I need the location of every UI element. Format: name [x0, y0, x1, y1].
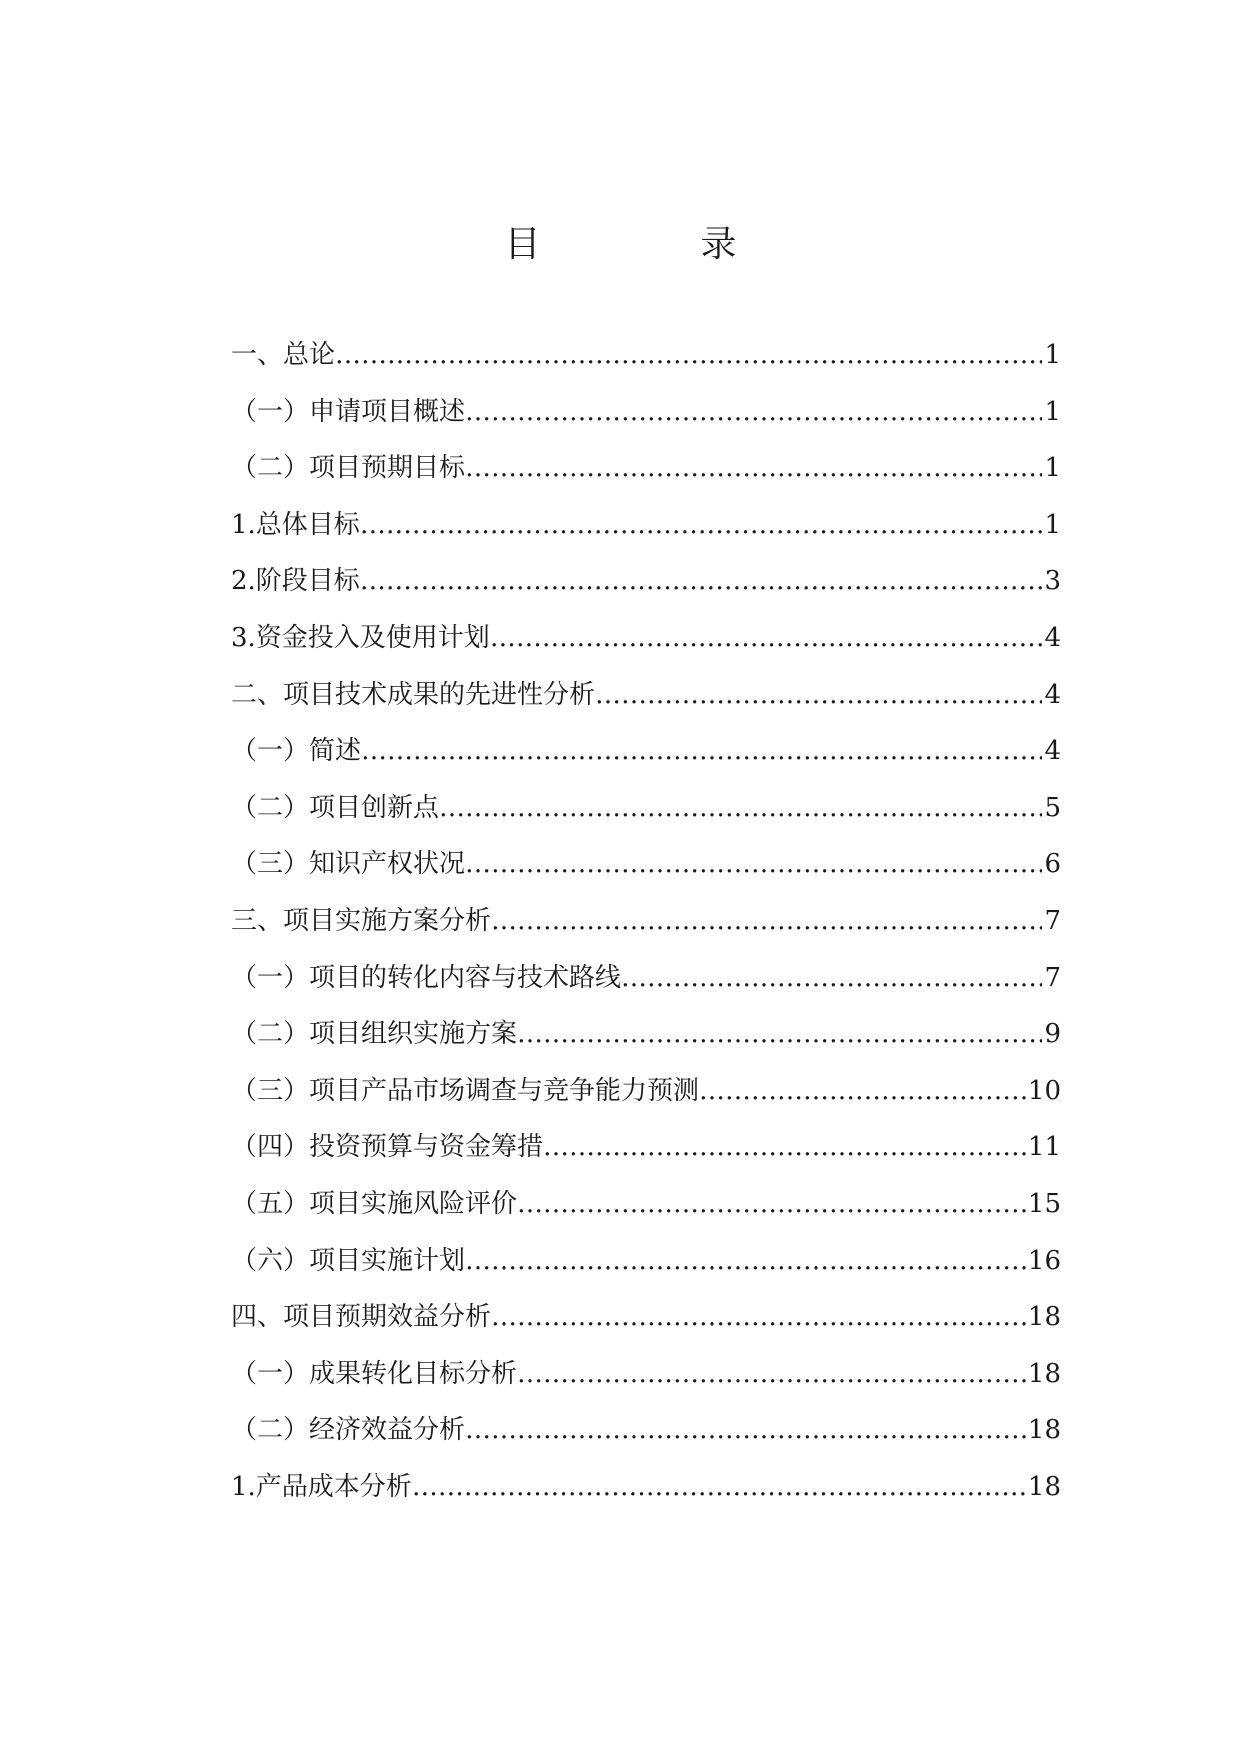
toc-entry-page: 6 — [1044, 849, 1061, 880]
toc-entry[interactable] — [231, 1402, 1061, 1459]
toc-entry-page: 18 — [1027, 1302, 1061, 1333]
toc-dot-leader — [465, 1233, 1026, 1290]
toc-dot-leader — [439, 780, 1042, 837]
page-title: 目 录 — [504, 224, 799, 265]
toc-dot-leader — [595, 667, 1042, 724]
toc-entry[interactable] — [231, 1176, 1061, 1233]
toc-entry-page: 4 — [1044, 622, 1061, 653]
toc-entry-page: 3 — [1044, 566, 1061, 597]
toc-dot-leader — [465, 836, 1042, 893]
toc-entry[interactable] — [231, 610, 1061, 667]
toc-dot-leader — [621, 950, 1042, 1007]
toc-dot-leader — [491, 1289, 1026, 1346]
toc-entry[interactable] — [231, 1459, 1061, 1516]
toc-dot-leader — [465, 384, 1042, 441]
toc-entry[interactable] — [231, 1119, 1061, 1176]
toc-entry-page: 18 — [1027, 1471, 1061, 1502]
toc-entry[interactable] — [231, 497, 1061, 554]
toc-entry-label: （一）简述 — [231, 736, 362, 767]
toc-entry-page: 7 — [1044, 962, 1061, 993]
toc-entry-label: （二）经济效益分析 — [231, 1415, 466, 1446]
toc-entry-label: 二、项目技术成果的先进性分析 — [231, 679, 596, 710]
table-of-contents — [231, 327, 1061, 1515]
toc-dot-leader — [699, 1063, 1026, 1120]
toc-dot-leader — [335, 327, 1042, 384]
toc-entry-page: 9 — [1044, 1019, 1061, 1050]
toc-entry-label: （一）项目的转化内容与技术路线 — [231, 962, 622, 993]
toc-entry[interactable] — [231, 1233, 1061, 1290]
toc-entry[interactable] — [231, 440, 1061, 497]
toc-entry[interactable] — [231, 553, 1061, 610]
toc-entry-label: 3.资金投入及使用计划 — [231, 622, 490, 653]
toc-entry-label: （二）项目预期目标 — [231, 453, 466, 484]
toc-entry-page: 1 — [1044, 509, 1061, 540]
toc-dot-leader — [490, 610, 1043, 667]
toc-entry-label: （一）申请项目概述 — [231, 396, 466, 427]
toc-entry-page: 16 — [1027, 1245, 1061, 1276]
toc-entry-label: （二）项目创新点 — [231, 792, 440, 823]
toc-entry-page: 5 — [1044, 792, 1061, 823]
toc-entry-page: 7 — [1044, 905, 1061, 936]
toc-entry-label: （三）项目产品市场调查与竞争能力预测 — [231, 1075, 700, 1106]
toc-entry-page: 4 — [1044, 679, 1061, 710]
toc-entry-label: （三）知识产权状况 — [231, 849, 466, 880]
toc-entry[interactable] — [231, 1289, 1061, 1346]
toc-entry-page: 10 — [1027, 1075, 1061, 1106]
toc-dot-leader — [543, 1119, 1026, 1176]
toc-dot-leader — [465, 1402, 1026, 1459]
toc-dot-leader — [360, 497, 1043, 554]
toc-entry[interactable] — [231, 384, 1061, 441]
toc-entry-page: 15 — [1027, 1188, 1061, 1219]
toc-entry[interactable] — [231, 667, 1061, 724]
toc-entry-label: 1.产品成本分析 — [231, 1471, 412, 1502]
toc-entry-label: （二）项目组织实施方案 — [231, 1019, 518, 1050]
toc-dot-leader — [465, 440, 1042, 497]
toc-entry-page: 18 — [1027, 1358, 1061, 1389]
toc-entry[interactable] — [231, 780, 1061, 837]
toc-entry-label: 三、项目实施方案分析 — [231, 905, 492, 936]
toc-entry-label: 四、项目预期效益分析 — [231, 1302, 492, 1333]
toc-dot-leader — [491, 893, 1042, 950]
toc-dot-leader — [517, 1346, 1026, 1403]
toc-entry-page: 1 — [1044, 396, 1061, 427]
toc-entry[interactable] — [231, 836, 1061, 893]
toc-entry-label: 1.总体目标 — [231, 509, 360, 540]
toc-entry[interactable] — [231, 723, 1061, 780]
toc-dot-leader — [412, 1459, 1026, 1516]
toc-dot-leader — [517, 1176, 1026, 1233]
toc-entry[interactable] — [231, 1006, 1061, 1063]
toc-entry-label: （六）项目实施计划 — [231, 1245, 466, 1276]
toc-entry[interactable] — [231, 893, 1061, 950]
toc-dot-leader — [360, 553, 1043, 610]
toc-entry-page: 11 — [1027, 1132, 1061, 1163]
toc-entry-label: （五）项目实施风险评价 — [231, 1188, 518, 1219]
toc-entry-page: 1 — [1044, 453, 1061, 484]
toc-entry-label: （一）成果转化目标分析 — [231, 1358, 518, 1389]
toc-entry-label: （四）投资预算与资金筹措 — [231, 1132, 544, 1163]
toc-entry-label: 一、总论 — [231, 340, 336, 370]
toc-dot-leader — [361, 723, 1042, 780]
toc-entry[interactable] — [231, 950, 1061, 1007]
toc-entry[interactable] — [231, 1063, 1061, 1120]
toc-entry[interactable] — [231, 1346, 1061, 1403]
toc-entry-page: 1 — [1044, 340, 1061, 370]
toc-entry-page: 4 — [1044, 736, 1061, 767]
toc-entry-label: 2.阶段目标 — [231, 566, 360, 597]
toc-entry-page: 18 — [1027, 1415, 1061, 1446]
toc-dot-leader — [517, 1006, 1042, 1063]
toc-entry[interactable] — [231, 327, 1061, 384]
